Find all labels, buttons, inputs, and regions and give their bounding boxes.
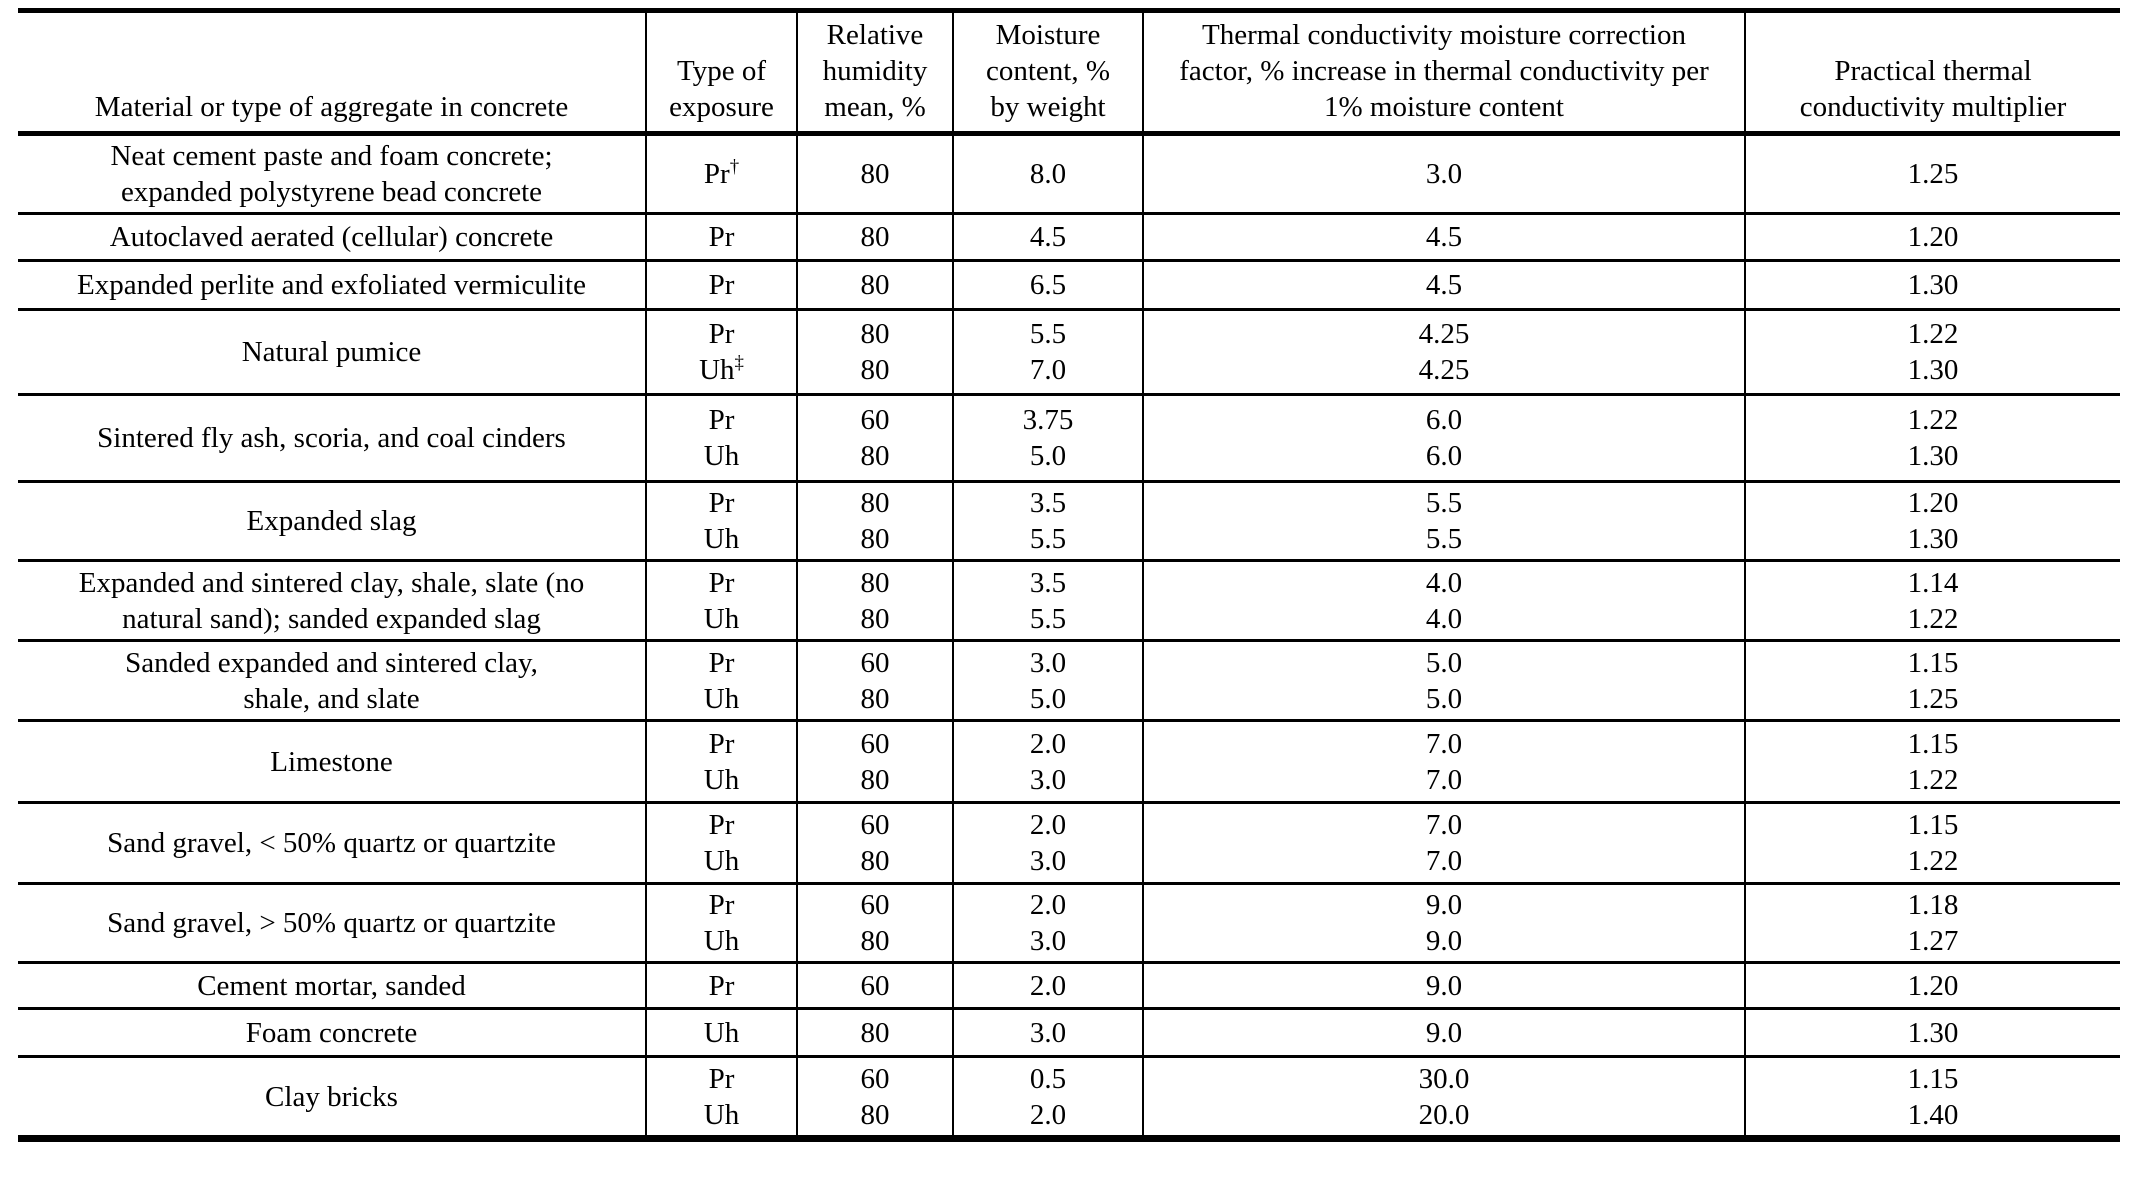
header-line: Moisture (995, 19, 1101, 51)
value: 1.25 (1907, 158, 1959, 190)
value: Uh (703, 1016, 740, 1049)
value: 80 (860, 269, 890, 301)
col-header-material (18, 11, 646, 134)
cell-moisture (953, 963, 1143, 1009)
cell-material (18, 261, 646, 310)
value: 1.15 (1907, 1062, 1959, 1095)
table-row (18, 261, 2120, 310)
cell-humidity (797, 803, 953, 884)
cell-correction (1143, 395, 1745, 482)
material-line: Natural pumice (241, 336, 422, 368)
cell-material (18, 561, 646, 641)
value: 1.30 (1907, 269, 1959, 301)
material-line: Autoclaved aerated (cellular) concrete (109, 221, 554, 253)
cell-moisture (953, 803, 1143, 884)
cell-humidity (797, 214, 953, 261)
value: 30.0 (1418, 1062, 1470, 1095)
table-row (18, 641, 2120, 721)
table-row (18, 482, 2120, 561)
value: 4.5 (1425, 269, 1463, 301)
value: 9.0 (1425, 969, 1463, 1002)
cell-exposure (646, 963, 797, 1009)
value: 5.5 (1425, 523, 1463, 555)
material-line: Sanded expanded and sintered clay, (125, 646, 538, 679)
value: Pr (708, 889, 735, 921)
value: 4.5 (1029, 221, 1067, 253)
value: 3.0 (1029, 1016, 1067, 1049)
dagger-footnote-mark: † (729, 156, 740, 178)
value: Uh (703, 763, 740, 796)
value: 3.5 (1029, 566, 1067, 599)
cell-exposure (646, 395, 797, 482)
moisture-correction-table (18, 8, 2120, 1142)
cell-multiplier (1745, 561, 2120, 641)
value: Uh (703, 1098, 740, 1131)
cell-moisture (953, 482, 1143, 561)
cell-humidity (797, 1009, 953, 1057)
value: 80 (860, 602, 890, 635)
cell-multiplier (1745, 803, 2120, 884)
value: 1.22 (1907, 602, 1959, 635)
cell-moisture (953, 395, 1143, 482)
cell-multiplier (1745, 641, 2120, 721)
value: 1.14 (1907, 566, 1959, 599)
material-line: Cement mortar, sanded (197, 969, 466, 1002)
cell-material (18, 641, 646, 721)
value: 5.0 (1425, 682, 1463, 715)
cell-moisture (953, 884, 1143, 963)
value: 3.0 (1029, 925, 1067, 957)
value: 6.5 (1029, 269, 1067, 301)
value: 80 (860, 763, 890, 796)
cell-humidity (797, 395, 953, 482)
cell-multiplier (1745, 134, 2120, 214)
value: 1.25 (1907, 682, 1959, 715)
cell-exposure (646, 561, 797, 641)
cell-humidity (797, 561, 953, 641)
cell-moisture (953, 214, 1143, 261)
col-header-moisture (953, 11, 1143, 134)
cell-humidity (797, 963, 953, 1009)
value: 80 (860, 523, 890, 555)
cell-exposure (646, 641, 797, 721)
value: Uh (703, 602, 740, 635)
value: 1.30 (1907, 440, 1959, 472)
cell-material (18, 482, 646, 561)
value: 3.0 (1029, 845, 1067, 877)
header-line: content, % (985, 55, 1110, 87)
cell-correction (1143, 261, 1745, 310)
table-row (18, 395, 2120, 482)
cell-humidity (797, 884, 953, 963)
cell-exposure (646, 1057, 797, 1139)
value: 60 (860, 727, 890, 760)
double-dagger-footnote-mark: ‡ (734, 352, 744, 374)
value: 5.5 (1425, 487, 1463, 519)
material-line: Limestone (270, 745, 393, 778)
header-line: Relative (826, 19, 924, 51)
value: 2.0 (1029, 727, 1067, 760)
value: 1.40 (1907, 1098, 1959, 1131)
cell-multiplier (1745, 963, 2120, 1009)
value: 9.0 (1425, 925, 1463, 957)
cell-material (18, 134, 646, 214)
cell-multiplier (1745, 214, 2120, 261)
cell-humidity (797, 310, 953, 395)
cell-material (18, 884, 646, 963)
col-header-correction (1143, 11, 1745, 134)
cell-correction (1143, 884, 1745, 963)
value: 1.15 (1907, 809, 1959, 841)
value: 80 (860, 682, 890, 715)
cell-multiplier (1745, 261, 2120, 310)
value: 5.0 (1029, 682, 1067, 715)
material-line: shale, and slate (243, 682, 420, 715)
value: 1.22 (1907, 318, 1959, 350)
cell-humidity (797, 261, 953, 310)
cell-multiplier (1745, 884, 2120, 963)
cell-humidity (797, 134, 953, 214)
cell-multiplier (1745, 1009, 2120, 1057)
table-row (18, 561, 2120, 641)
value: 4.0 (1425, 566, 1463, 599)
value: 7.0 (1425, 763, 1463, 796)
value: 80 (860, 318, 890, 350)
value: 4.25 (1418, 354, 1470, 386)
value: 0.5 (1029, 1062, 1067, 1095)
value: Uh (703, 523, 740, 555)
cell-moisture (953, 561, 1143, 641)
value: 1.30 (1907, 1016, 1959, 1049)
cell-moisture (953, 310, 1143, 395)
material-line: Foam concrete (245, 1016, 418, 1049)
value: 80 (860, 1016, 890, 1049)
cell-exposure (646, 214, 797, 261)
value: 80 (860, 566, 890, 599)
header-line: factor, % increase in thermal conductivity per (1179, 55, 1709, 87)
cell-correction (1143, 641, 1745, 721)
table-row (18, 884, 2120, 963)
value: Pr (708, 269, 735, 301)
cell-material (18, 721, 646, 803)
cell-humidity (797, 482, 953, 561)
cell-moisture (953, 1009, 1143, 1057)
value: 1.22 (1907, 404, 1959, 436)
value: 60 (860, 969, 890, 1002)
cell-moisture (953, 134, 1143, 214)
cell-multiplier (1745, 395, 2120, 482)
cell-exposure (646, 310, 797, 395)
cell-material (18, 963, 646, 1009)
value: Pr (708, 727, 735, 760)
cell-correction (1143, 214, 1745, 261)
cell-exposure (646, 803, 797, 884)
material-line: Clay bricks (265, 1080, 398, 1113)
header-line: by weight (990, 91, 1106, 123)
value: 8.0 (1029, 158, 1067, 190)
value: Pr (708, 221, 735, 253)
table-row (18, 1057, 2120, 1139)
value: 5.5 (1029, 602, 1067, 635)
value: Pr (708, 404, 735, 436)
value: 3.0 (1029, 763, 1067, 796)
cell-correction (1143, 963, 1745, 1009)
cell-multiplier (1745, 310, 2120, 395)
value: 7.0 (1425, 809, 1463, 841)
value: 3.5 (1029, 487, 1067, 519)
material-line: Expanded perlite and exfoliated vermiculite (77, 269, 586, 301)
value: Pr† (703, 156, 740, 190)
header-line: Thermal conductivity moisture correction (1202, 19, 1686, 51)
cell-correction (1143, 721, 1745, 803)
header-line: Practical thermal (1834, 55, 2032, 87)
value: 60 (860, 889, 890, 921)
value: 5.0 (1425, 646, 1463, 679)
value: 3.75 (1022, 404, 1074, 436)
value: 5.0 (1029, 440, 1067, 472)
cell-correction (1143, 310, 1745, 395)
value: 4.5 (1425, 221, 1463, 253)
cell-material (18, 214, 646, 261)
cell-humidity (797, 641, 953, 721)
value: 3.0 (1029, 646, 1067, 679)
header-line: Type of (677, 55, 766, 87)
cell-exposure (646, 884, 797, 963)
value: 80 (860, 221, 890, 253)
header-row (18, 11, 2120, 134)
value: 1.18 (1907, 889, 1959, 921)
value: 6.0 (1425, 404, 1463, 436)
cell-material (18, 1009, 646, 1057)
cell-correction (1143, 803, 1745, 884)
cell-moisture (953, 1057, 1143, 1139)
value: 80 (860, 1098, 890, 1131)
cell-exposure (646, 1009, 797, 1057)
value: 7.0 (1425, 727, 1463, 760)
value: 60 (860, 809, 890, 841)
cell-material (18, 1057, 646, 1139)
value: Uh (703, 682, 740, 715)
header-line: humidity (822, 55, 928, 87)
header-line: 1% moisture content (1323, 91, 1564, 123)
value: 3.0 (1425, 158, 1463, 190)
header-line: mean, % (824, 91, 926, 123)
value: 4.25 (1418, 318, 1470, 350)
value: 1.20 (1907, 487, 1959, 519)
value: 80 (860, 440, 890, 472)
cell-correction (1143, 561, 1745, 641)
material-line: Neat cement paste and foam concrete; (110, 140, 553, 172)
cell-correction (1143, 482, 1745, 561)
value: 80 (860, 354, 890, 386)
value: 9.0 (1425, 1016, 1463, 1049)
material-line: Sintered fly ash, scoria, and coal cinders (97, 422, 566, 454)
value: 20.0 (1418, 1098, 1470, 1131)
value: Uh (703, 845, 740, 877)
cell-correction (1143, 134, 1745, 214)
table-row (18, 214, 2120, 261)
value: 1.30 (1907, 354, 1959, 386)
value: 9.0 (1425, 889, 1463, 921)
value: 1.27 (1907, 925, 1959, 957)
table-row (18, 310, 2120, 395)
table-row (18, 721, 2120, 803)
value: 1.15 (1907, 646, 1959, 679)
material-line: Expanded and sintered clay, shale, slate (no (78, 566, 585, 599)
col-header-humidity (797, 11, 953, 134)
table-row (18, 134, 2120, 214)
col-header-multiplier (1745, 11, 2120, 134)
cell-moisture (953, 261, 1143, 310)
value: Pr (708, 1062, 735, 1095)
value: 4.0 (1425, 602, 1463, 635)
cell-humidity (797, 721, 953, 803)
value: 2.0 (1029, 809, 1067, 841)
cell-multiplier (1745, 721, 2120, 803)
cell-multiplier (1745, 482, 2120, 561)
cell-humidity (797, 1057, 953, 1139)
material-line: Sand gravel, < 50% quartz or quartzite (107, 827, 556, 859)
value: 80 (860, 487, 890, 519)
value: Uh‡ (699, 352, 744, 386)
table-row (18, 963, 2120, 1009)
value: 1.22 (1907, 845, 1959, 877)
cell-exposure (646, 721, 797, 803)
header-line: exposure (669, 91, 774, 123)
value: 80 (860, 158, 890, 190)
value: Uh (703, 925, 740, 957)
value: 1.15 (1907, 727, 1959, 760)
value: 2.0 (1029, 1098, 1067, 1131)
cell-multiplier (1745, 1057, 2120, 1139)
cell-moisture (953, 641, 1143, 721)
value: Pr (708, 566, 735, 599)
cell-exposure (646, 261, 797, 310)
value: 80 (860, 845, 890, 877)
col-header-exposure (646, 11, 797, 134)
value: 1.20 (1907, 969, 1959, 1002)
value: 5.5 (1029, 318, 1067, 350)
value: 5.5 (1029, 523, 1067, 555)
value: Pr (708, 646, 735, 679)
material-line: Expanded slag (246, 505, 417, 537)
cell-correction (1143, 1057, 1745, 1139)
value: 2.0 (1029, 969, 1067, 1002)
value: 1.22 (1907, 763, 1959, 796)
header-line: Material or type of aggregate in concrete (94, 91, 569, 123)
cell-material (18, 803, 646, 884)
value: 1.30 (1907, 523, 1959, 555)
table-row (18, 1009, 2120, 1057)
value: 60 (860, 646, 890, 679)
value: 80 (860, 925, 890, 957)
cell-exposure (646, 134, 797, 214)
table-row (18, 803, 2120, 884)
value: Uh (703, 440, 740, 472)
cell-moisture (953, 721, 1143, 803)
value: Pr (708, 318, 735, 350)
material-line: expanded polystyrene bead concrete (120, 176, 543, 208)
cell-correction (1143, 1009, 1745, 1057)
material-line: Sand gravel, > 50% quartz or quartzite (107, 907, 556, 939)
header-line: conductivity multiplier (1799, 91, 2067, 123)
value: Pr (708, 809, 735, 841)
value: Pr (708, 487, 735, 519)
value: 7.0 (1425, 845, 1463, 877)
value: 2.0 (1029, 889, 1067, 921)
value: 1.20 (1907, 221, 1959, 253)
material-line: natural sand); sanded expanded slag (122, 602, 541, 635)
cell-exposure (646, 482, 797, 561)
value: 7.0 (1029, 354, 1067, 386)
cell-material (18, 310, 646, 395)
cell-material (18, 395, 646, 482)
value: 60 (860, 404, 890, 436)
value: 6.0 (1425, 440, 1463, 472)
value: 60 (860, 1062, 890, 1095)
value: Pr (708, 969, 735, 1002)
